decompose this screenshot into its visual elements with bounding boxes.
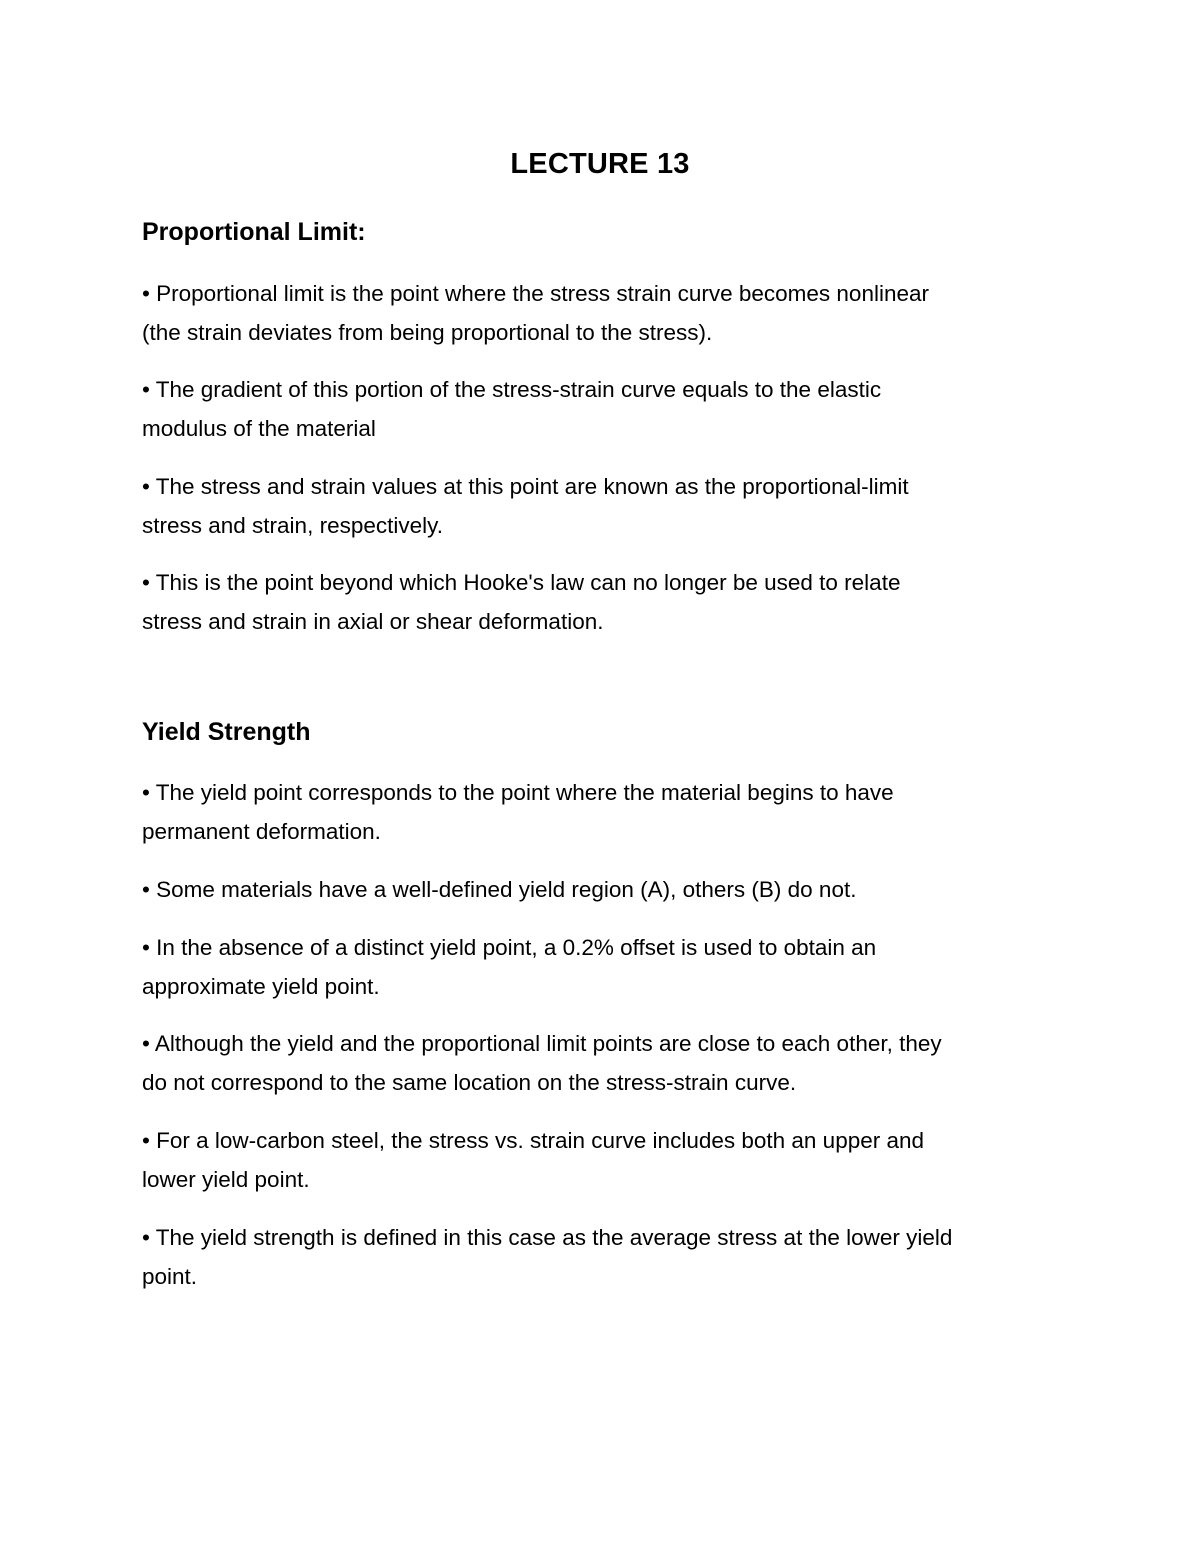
bullet-line: • For a low-carbon steel, the stress vs. strain curve includes both an upper and (142, 1128, 925, 1153)
bullet-line: • Some materials have a well-defined yield region (A), others (B) do not. (142, 877, 857, 902)
bullet-line: permanent deformation. (142, 819, 381, 844)
bullet-line: • In the absence of a distinct yield point, a 0.2% offset is used to obtain an (142, 935, 877, 960)
bullet-line: • The yield point corresponds to the point where the material begins to have (142, 780, 894, 805)
bullet-item (142, 773, 1072, 851)
bullet-line: • The stress and strain values at this point are known as the proportional-limit (142, 474, 909, 499)
bullet-item (142, 1024, 1072, 1102)
bullet-line: do not correspond to the same location on the stress-strain curve. (142, 1070, 797, 1095)
bullet-line: modulus of the material (142, 416, 376, 441)
bullet-item (142, 467, 1072, 545)
section-heading-yield-strength: Yield Strength (142, 718, 311, 746)
bullet-line: approximate yield point. (142, 974, 380, 999)
bullet-item (142, 870, 1072, 909)
bullet-line: • This is the point beyond which Hooke's law can no longer be used to relate (142, 570, 901, 595)
bullet-item (142, 274, 1072, 352)
page-title: LECTURE 13 (510, 148, 690, 180)
bullet-item (142, 1218, 1072, 1296)
bullet-item (142, 928, 1072, 1006)
bullet-line: stress and strain, respectively. (142, 513, 443, 538)
bullet-line: • The gradient of this portion of the stress-strain curve equals to the elastic (142, 377, 882, 402)
bullet-item (142, 1121, 1072, 1199)
bullet-item (142, 370, 1072, 448)
bullet-item (142, 563, 1072, 641)
bullet-line: stress and strain in axial or shear deformation. (142, 609, 604, 634)
bullet-line: lower yield point. (142, 1167, 310, 1192)
bullet-line: • Proportional limit is the point where the stress strain curve becomes nonlinear (142, 281, 929, 306)
bullet-line: • Although the yield and the proportional limit points are close to each other, they (142, 1031, 942, 1056)
bullet-line: point. (142, 1264, 198, 1289)
bullet-line: (the strain deviates from being proportional to the stress). (142, 320, 713, 345)
bullet-line: • The yield strength is defined in this case as the average stress at the lower yield (142, 1225, 953, 1250)
section-heading-proportional-limit: Proportional Limit: (142, 218, 366, 246)
